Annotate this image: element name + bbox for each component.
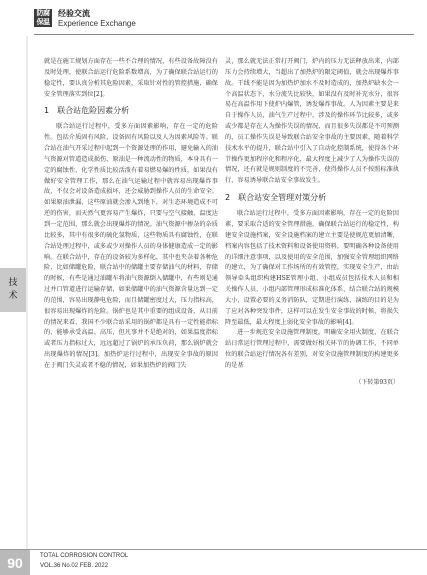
right-column: [225, 57, 399, 389]
journal-issue: VOL.36 No.02 FEB. 2022: [40, 563, 109, 569]
section-side-tab: [0, 268, 26, 312]
paragraph-section-2: 联合站运行过程中，受多方面因素影响，存在一定的危险因素，要采取合适的安全管理措施，确保联合站运行的稳定性，构建安全设施档案，安全设施档案的建立主要是使规范更加清晰，档案内容包括了技术资料和设备使用资料，要明确各种设备使用的详细注意事项，以及使用的安全范围，加强安全管理组织网络的建立，为了确保对工作场所的有效管控，实现安全生产，由站领导牵头组织构建HSE管理小组，小组成员包括技术人员和相关操作人员，小组内部管理形成标准化体系，结合联合站的规模大小，设置必要的义务消防队，定期进行演练，演练的目的是为了应对各种突发事件，这样可以在发生安全事故的时候，将损失降至最低，最大程度上弱化安全事故的影响[4]。: [225, 210, 399, 326]
side-tab-char-2: 术: [8, 291, 18, 301]
page-header: [34, 6, 414, 36]
continued-note: （下转第93页）: [355, 378, 399, 386]
footer-divider: [0, 549, 427, 550]
side-tab-char-1: 技: [8, 278, 18, 288]
continued-paragraph: 灵，那么就无法正常打开阀门，炉内的压力无法释放出来，内部压力会持续增大，当超出了加热炉的限定阈值，就会出现爆炸事故。干线不能是因为加热炉加水不及时造成的，加热炉缺水会一个高温状态下，水分流失比较快，如果没有及时补充水分，很容易在高温作用下使炉内爆管，诱发爆炸事故。人为因素主要是来自于操作人员，油气生产过程中，涉及的操作环节比较多，或多或少都是存在人为操作失误的情况，而且很多失误都是不可预测的，员工操作失误是导致联合站安全事故的主要因素，随着科学技术水平的提升，联合站中引入了自动化控制系统，使得各个环节操作更加程序化和程序化，最大程度上减少了人为操作失误的情况，还有就是规则制度的不完善，使得操作人员不按照标准执行，容易诱导联合站安全事故发生。: [225, 58, 399, 185]
section-title-cn: 经验交流: [58, 9, 90, 18]
left-column: [44, 57, 218, 372]
intro-paragraph: 就是在施工规划方面存在一些不合理的情况，有些设备故障没有及时处理，使联合站运行危险系数增高，为了确保联合站运行的稳定性，要认真分析其危险因素，采取针对性的管控措施，确保安全管理落实到位[2]。: [44, 58, 218, 98]
heading-section-2: 2 联合站安全管理对策分析: [225, 193, 327, 203]
heading-section-1: 1 联合站危险因素分析: [44, 106, 130, 116]
header-divider: [34, 34, 414, 35]
journal-name: TOTAL CORROSION CONTROL: [40, 553, 129, 559]
journal-logo-icon: 防腐 保温: [34, 9, 52, 27]
paragraph-section-1: 联合站运行过程中，受多方面因素影响，存在一定的危险性。包括介质固有风险、设备固有风险以及人为因素风险等。联合站在油气开采过程中起到一个资源处理的作用，避免输入的油气资源对管道造成损伤，原油是一种流动性的物质，本身具有一定的腐蚀性，化学性质比较活泼有着易燃易爆的性质，如果没有做好安全管理工作，那么在油气运输过程中就容易出现爆炸事故，不仅会对设备造成损坏，还会威胁到操作人员的生命安全。如果原油泄漏，这些原油就会渗入到地下，对生态环境造成不可逆的伤害，而天然气更容易产生爆炸，只要与空气接触，温度达到一定范围，那么就会出现爆炸的情况。油气资源中掺杂的杂质比较多，其中有很多的硫化氢物质，这些物质具有腐蚀性，在联合站处理过程中，或多或少对操作人员的身体健康造成一定的影响。在联合站中，存在的设备较为多样化，其中也夹杂着各种危险，比如储罐危险，联合站中的储罐主要存储油气的材料，存储的时候，有些是通过油罐车将油气资源倒入储罐中，有些则是通过并口管道进行运输存储，如果储罐中的油气资源含量达到一定的范围，容易出现静电危险，而且储罐密度过大，压力指标高，很容易出现爆炸的危险。锅炉也是其中重要的组成设备，从目前的情况来看，我国不少联合站采用的锅炉都是具有一定性能指标的，能够承受高温、高压，但凡事并不是绝对的，如果温度指标或者压力指标过大，远远超过了锅炉的承压负荷，那么锅炉就会出现爆炸的情况[3]。加热炉运行过程中，出现安全事故的原因在于阀门失灵或者不稳的情况，如果加热炉的阀门失: [44, 123, 218, 369]
margin-strip: [26, 36, 28, 556]
page-number: 90: [0, 550, 30, 575]
section-title-en: Experience Exchange: [58, 19, 136, 28]
paragraph-section-2b: 进一步规范安全设施管理制度，明确安全用火制度，在联合站日常运行管理过程中，需要做好相关环节的协调工作，不同单位的联合站运行情况各有差别，对安全设施管理制度的构建更多的是基: [225, 329, 399, 369]
